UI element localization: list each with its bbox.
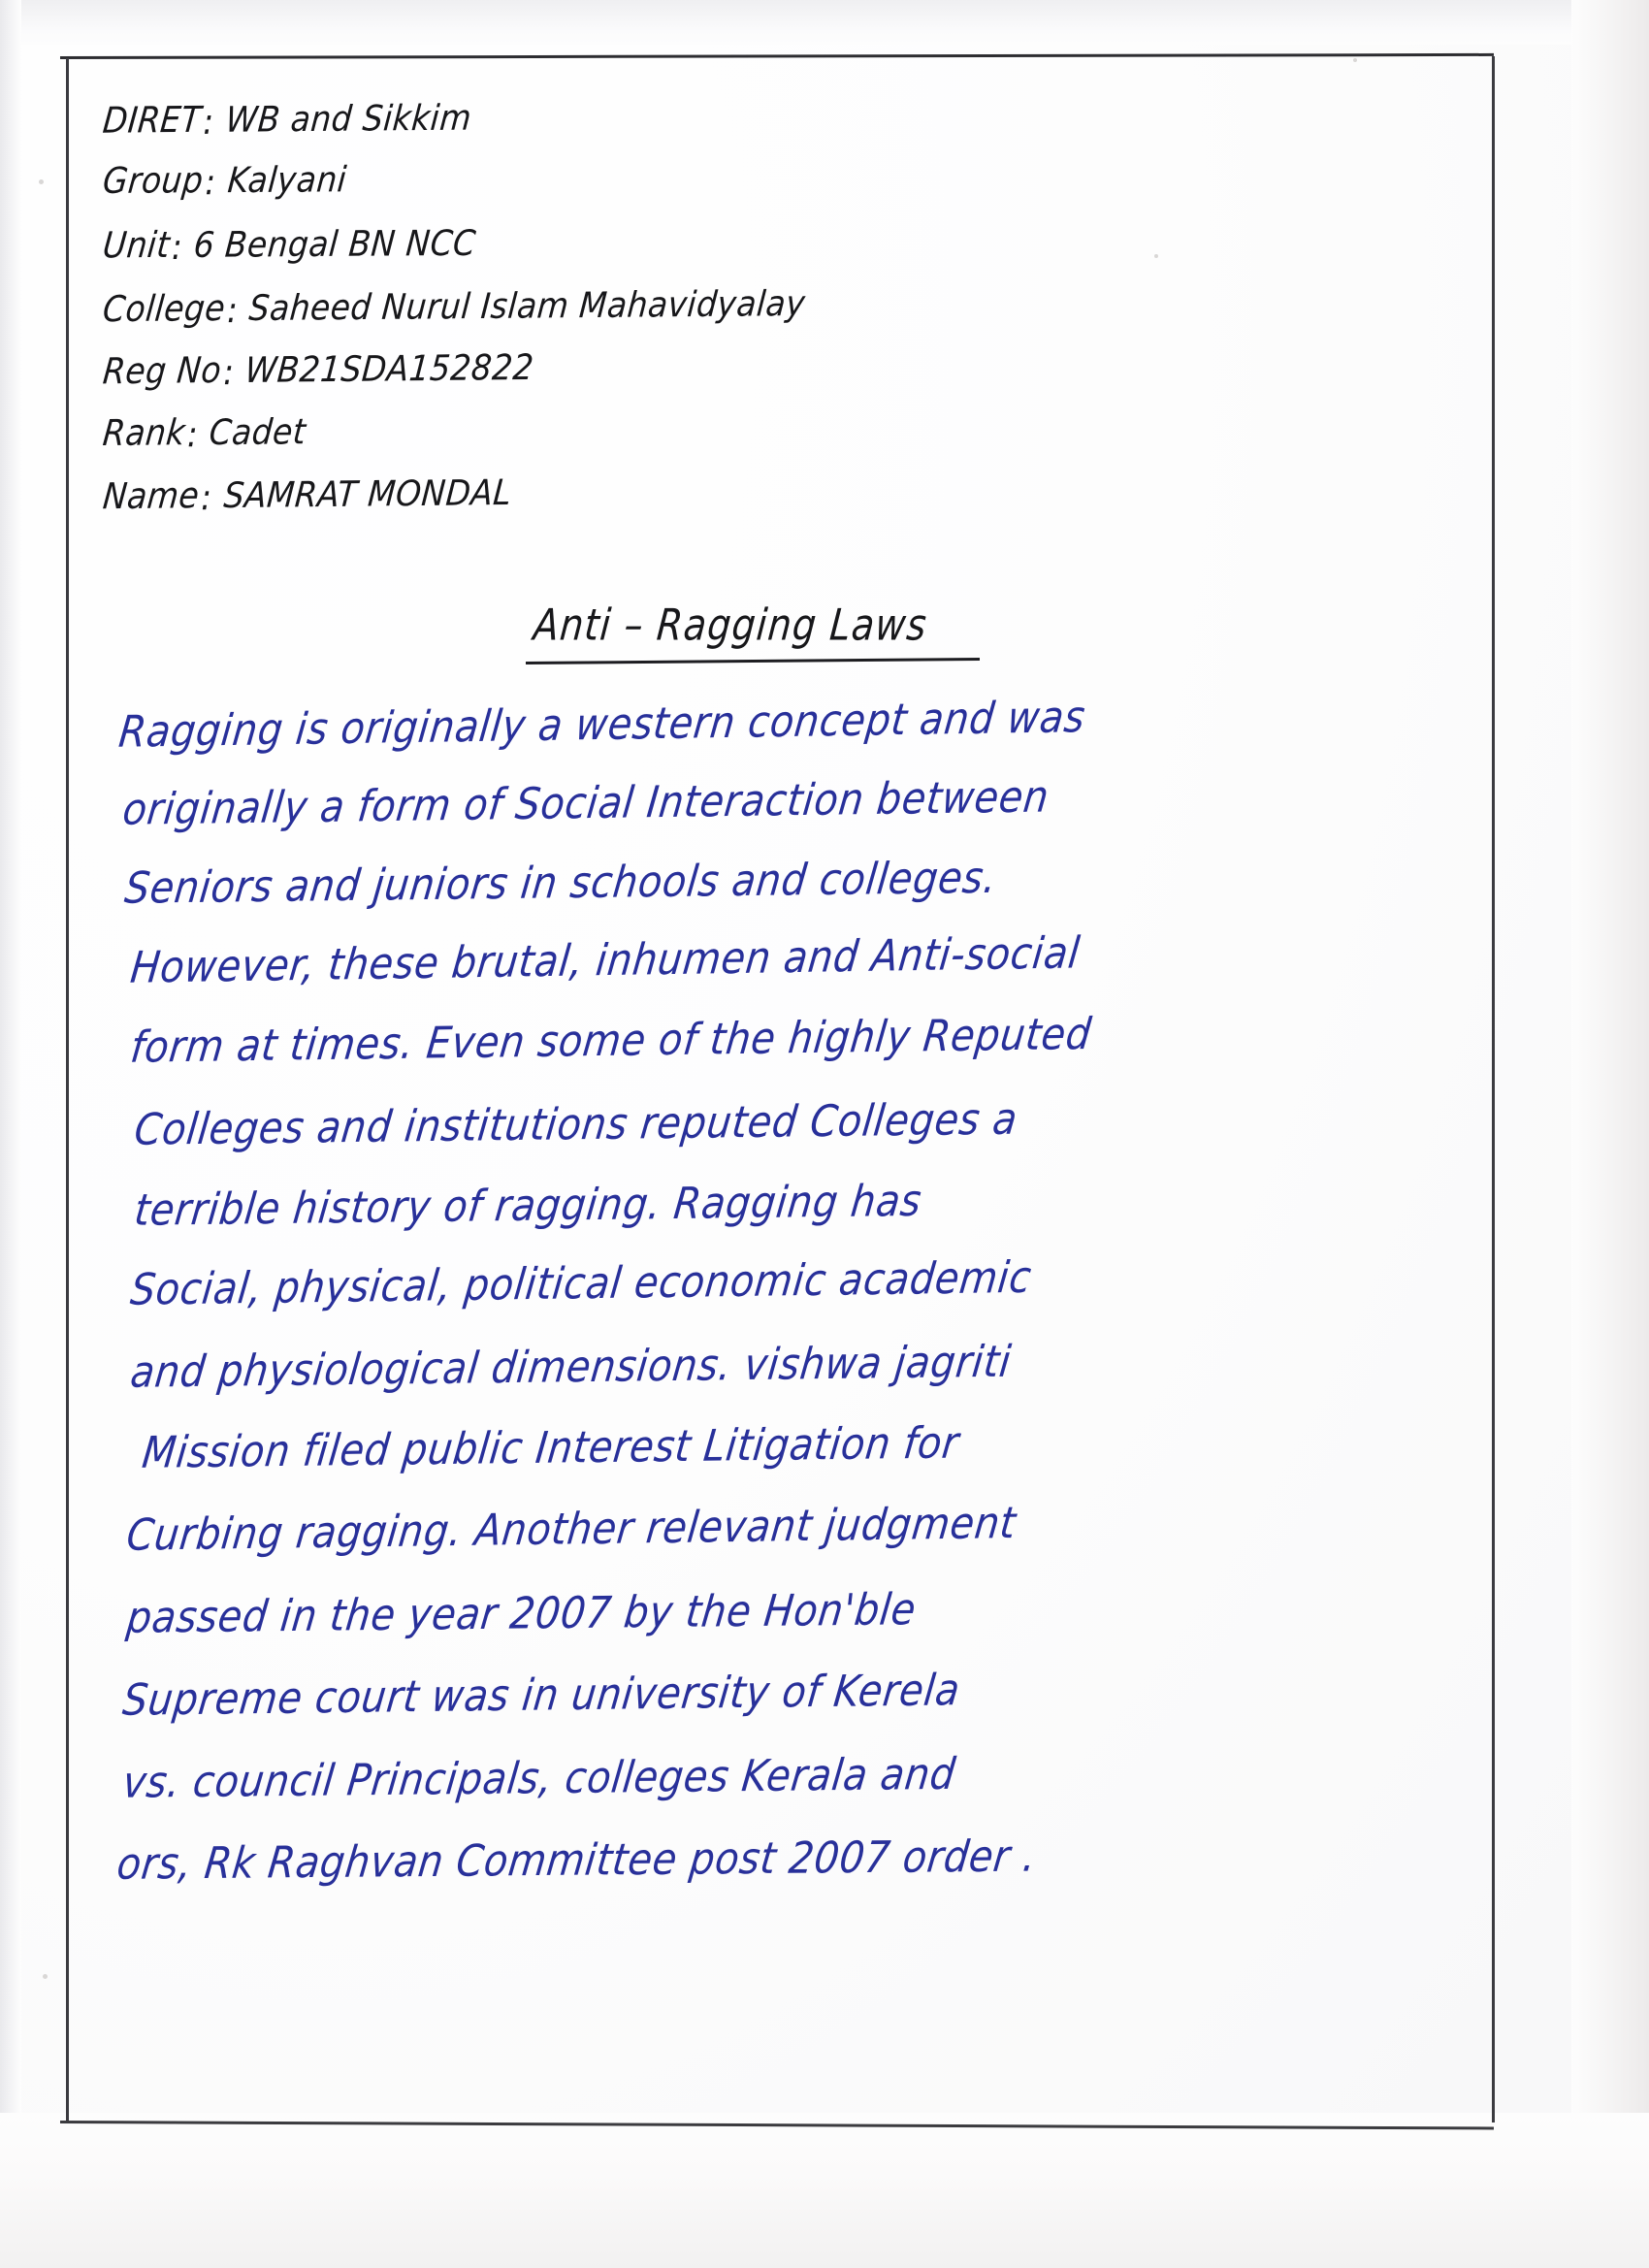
- header-value: Kalyani: [225, 158, 348, 201]
- header-label: Reg No: [101, 348, 224, 393]
- header-value: 6 Bengal BN NCC: [192, 221, 478, 266]
- header-separator: :: [226, 288, 239, 331]
- scan-edge-left: [0, 0, 21, 2268]
- header-label: College: [101, 286, 228, 331]
- header-separator: :: [202, 100, 214, 143]
- header-value: WB21SDA152822: [243, 345, 536, 391]
- header-separator: :: [200, 476, 212, 519]
- header-label: Group: [101, 158, 206, 202]
- scan-edge-bottom: [0, 2113, 1649, 2268]
- body-line: terrible history of ragging. Ragging has: [132, 1176, 924, 1236]
- header-label: Name: [101, 473, 202, 518]
- header-separator: :: [186, 413, 199, 456]
- body-line: passed in the year 2007 by the Hon'ble: [124, 1584, 919, 1643]
- sheet-border-left: [66, 58, 69, 2122]
- header-field-reg-no: [101, 345, 536, 393]
- paper-speck: [1353, 58, 1357, 62]
- body-line: vs. council Principals, colleges Kerala and: [120, 1749, 958, 1808]
- header-value: SAMRAT MONDAL: [221, 470, 513, 516]
- paper-speck: [1154, 254, 1158, 258]
- header-value: Saheed Nurul Islam Mahavidyalay: [247, 281, 808, 329]
- sheet-border-right: [1492, 56, 1495, 2122]
- paper-speck: [43, 1974, 48, 1979]
- body-line: Colleges and institutions reputed Colleges a: [132, 1094, 1020, 1155]
- body-line: Ragging is originally a western concept and was: [116, 692, 1088, 758]
- body-line: However, these brutal, inhumen and Anti-social: [128, 928, 1083, 993]
- scan-edge-right: [1571, 0, 1649, 2268]
- body-line: Seniors and juniors in schools and colleges.: [122, 853, 1000, 914]
- body-line: Supreme court was in university of Kerela: [120, 1665, 963, 1726]
- sheet-border-top: [60, 53, 1494, 59]
- header-value: WB and Sikkim: [223, 96, 473, 141]
- title-text: Anti – Ragging Laws: [532, 599, 930, 650]
- scan-edge-top: [0, 0, 1649, 45]
- body-line: Mission filed public Interest Litigation for: [140, 1418, 962, 1478]
- header-field-college: [101, 281, 808, 331]
- body-line: form at times. Even some of the highly Reputed: [128, 1009, 1094, 1073]
- header-separator: :: [205, 161, 216, 204]
- document-title: [532, 599, 930, 650]
- body-line: ors, Rk Raghvan Committee post 2007 order .: [114, 1831, 1039, 1890]
- header-value: Cadet: [208, 410, 308, 453]
- header-field-rank: [101, 410, 308, 456]
- header-separator: :: [171, 225, 183, 268]
- header-field-diret: [101, 96, 473, 143]
- body-line: Curbing ragging. Another relevant judgment: [124, 1498, 1019, 1561]
- header-field-group: [101, 158, 348, 204]
- body-line: originally a form of Social Interaction between: [120, 772, 1051, 835]
- title-underline: [526, 658, 980, 664]
- header-field-unit: [101, 221, 478, 268]
- header-field-name: [101, 470, 513, 519]
- header-label: DIRET: [101, 98, 204, 142]
- paper-speck: [39, 179, 44, 184]
- header-label: Unit: [101, 223, 173, 267]
- body-line: and physiological dimensions. vishwa jagriti: [128, 1337, 1015, 1398]
- header-separator: :: [222, 350, 235, 393]
- header-label: Rank: [101, 410, 188, 454]
- body-line: Social, physical, political economic academic: [128, 1252, 1034, 1315]
